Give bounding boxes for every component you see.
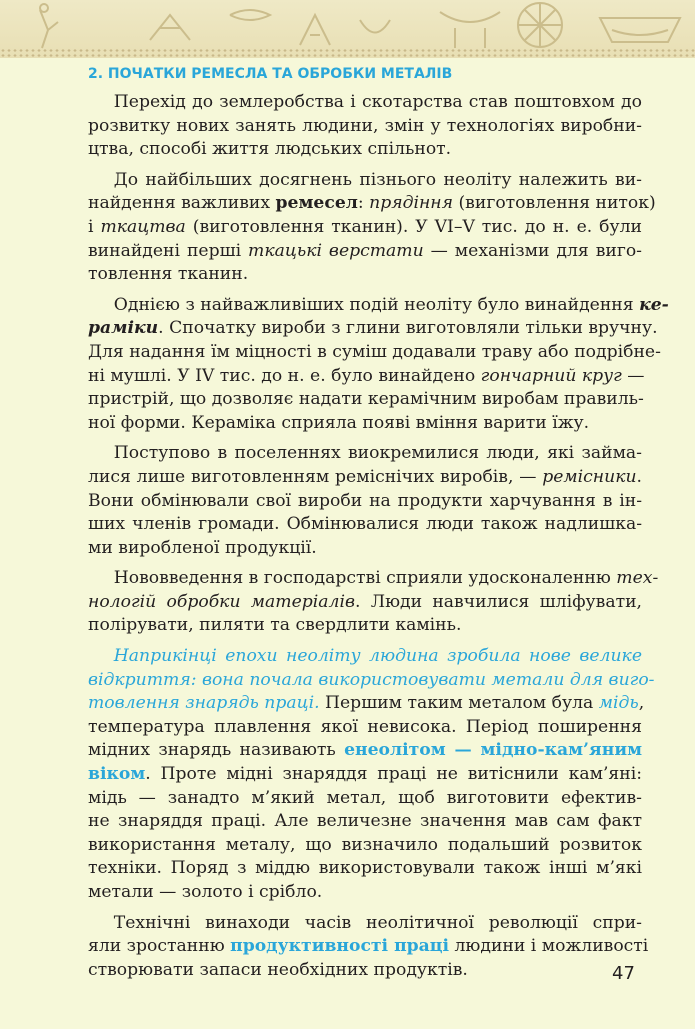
term-мідь: мідь bbox=[598, 693, 639, 714]
text-line: Перехід до землеробства і скотарства став поштовхом до bbox=[113, 92, 642, 112]
body-text bbox=[88, 91, 669, 989]
decorative-banner bbox=[0, 0, 695, 58]
text-line: товлення знарядь праці. Першим таким металом була мідь, bbox=[88, 693, 645, 714]
text-line: До найбільших досягнень пізнього неоліту належить ви- bbox=[113, 169, 642, 190]
term-кераміки: ке- bbox=[639, 294, 669, 315]
text-line: метали — золото і срібло. bbox=[88, 882, 323, 902]
term-енеоліт: енеолітом — мідно-кам’яним bbox=[344, 740, 642, 761]
text-line: температура плавлення якої невисока. Період поширення bbox=[88, 716, 642, 737]
text-line: яли зростанню продуктивності праці людини і можливості bbox=[88, 936, 649, 957]
text-line: Вони обмінювали свої вироби на продукти харчування в ін- bbox=[88, 490, 642, 511]
text-line: створювати запаси необхідних продуктів. bbox=[88, 959, 468, 980]
text-line: раміки. Спочатку вироби з глини виготовляли тільки вручну. bbox=[88, 318, 658, 339]
text-line: мідних знарядь називають енеолітом — мідно-кам’яним bbox=[88, 740, 642, 761]
text-line: Наприкінці епохи неоліту людина зробила нове велике bbox=[113, 646, 642, 667]
text-line: ні мушлі. У IV тис. до н. е. було винайдено гончарний круг — bbox=[88, 365, 645, 386]
text-line: цтва, способі життя людських спільнот. bbox=[88, 139, 452, 160]
text-line: і ткацтва (виготовлення тканин). У VI–V тис. до н. е. були bbox=[88, 216, 642, 237]
text-line: відкриття: вона почала використовувати метали для виго- bbox=[88, 669, 655, 690]
text-line: Технічні винаходи часів неолітичної революції спри- bbox=[113, 912, 642, 933]
text-line: ної форми. Кераміка сприяла появі вміння варити їжу. bbox=[88, 412, 590, 433]
paragraph bbox=[88, 294, 669, 436]
text-line: Однією з найважливіших подій неоліту було винайдення ке- bbox=[113, 294, 669, 315]
paragraph bbox=[88, 567, 659, 638]
term-гончарний-круг: гончарний круг bbox=[480, 365, 622, 386]
text-line: нологій обробки матеріалів. Люди навчилися шліфувати, bbox=[88, 591, 642, 612]
term-ткацтва: ткацтва bbox=[100, 216, 186, 237]
text-line: мідь — занадто м’який метал, щоб виготовити ефектив- bbox=[88, 787, 642, 808]
paragraph bbox=[88, 912, 649, 983]
text-line: ших членів громади. Обмінювалися люди також надлишка- bbox=[88, 514, 642, 535]
paragraph bbox=[88, 645, 655, 905]
page-number: 47 bbox=[612, 963, 635, 984]
paragraph bbox=[88, 169, 656, 287]
text-line: лися лише виготовленням реміснічих виробів, — ремісники. bbox=[88, 466, 642, 487]
text-line: техніки. Поряд з міддю використовували також інші м’які bbox=[88, 858, 642, 879]
text-line: Нововведення в господарстві сприяли удосконаленню тех- bbox=[113, 568, 659, 589]
text-line: використання металу, що визначило подальший розвиток bbox=[88, 834, 642, 855]
text-line: Поступово в поселеннях виокремилися люди, які займа- bbox=[113, 443, 642, 464]
term-ткацькі-верстати: ткацькі верстати bbox=[248, 240, 424, 261]
term-продуктивність-праці: продуктивності праці bbox=[230, 936, 450, 957]
term-технології: нологій обробки матеріалів bbox=[88, 591, 355, 612]
text-line: віком. Проте мідні знаряддя праці не витіснили кам’яні: bbox=[88, 764, 642, 785]
text-line: найдення важливих ремесел: прядіння (виготовлення ниток) bbox=[88, 193, 656, 214]
term-ремісники: ремісники bbox=[542, 466, 637, 487]
text-line: товлення тканин. bbox=[88, 264, 249, 285]
text-line: полірувати, пиляти та свердлити камінь. bbox=[88, 615, 462, 636]
paragraph bbox=[88, 442, 642, 560]
paragraph bbox=[88, 91, 642, 162]
text-line: пристрій, що дозволяє надати керамічним виробам правиль- bbox=[88, 389, 644, 410]
section-heading: 2. ПОЧАТКИ РЕМЕСЛА ТА ОБРОБКИ МЕТАЛІВ bbox=[88, 66, 453, 82]
text-line: винайдені перші ткацькі верстати — механізми для виго- bbox=[88, 240, 642, 261]
text-line: розвитку нових занять людини, змін у технологіях виробни- bbox=[88, 115, 642, 136]
text-line: не знаряддя праці. Але величезне значення мав сам факт bbox=[88, 811, 642, 832]
text-line: ми виробленої продукції. bbox=[88, 537, 317, 558]
term-прядіння: прядіння bbox=[369, 193, 454, 214]
term-ремесел: ремесел bbox=[275, 193, 358, 214]
text-line: Для надання їм міцності в суміш додавали траву або подрібне- bbox=[88, 341, 661, 362]
